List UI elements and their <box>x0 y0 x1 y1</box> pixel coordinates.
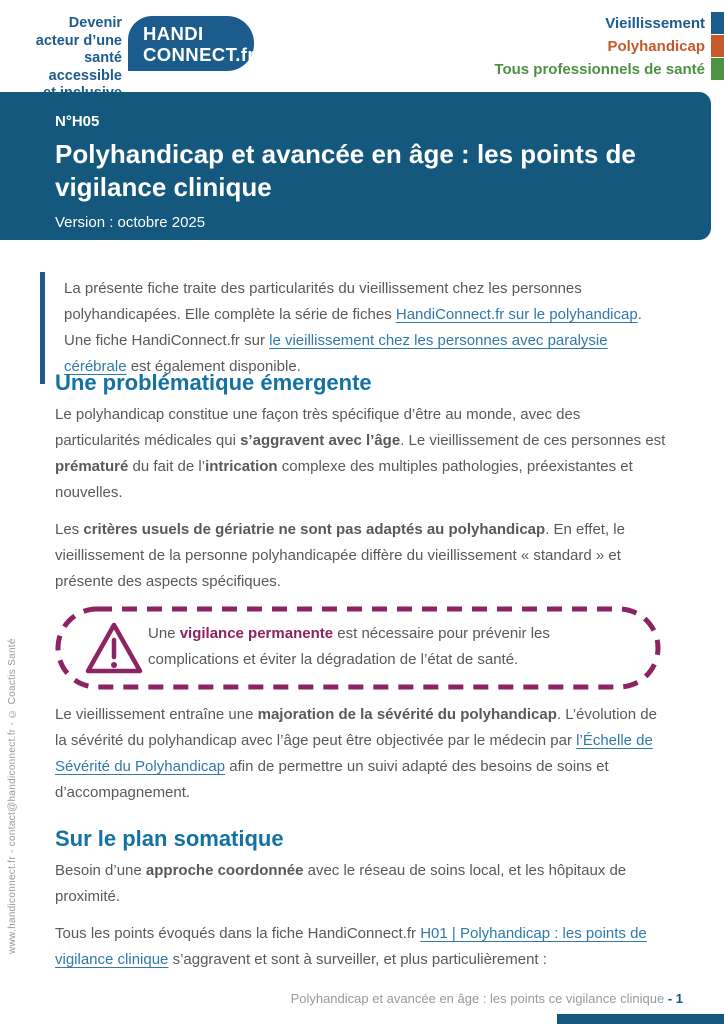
tag-label: Polyhandicap <box>607 37 705 55</box>
main-content <box>55 370 668 984</box>
text-segment: Tous les points évoqués dans la fiche HandiConnect.fr <box>55 925 421 942</box>
logo-text-line: CONNECT.fr <box>143 43 255 65</box>
text-segment: Les <box>55 521 84 538</box>
handiconnect-logo <box>128 16 254 71</box>
text-segment: . Le vieillissement de ces personnes est <box>400 432 666 449</box>
text-segment: s’aggravent avec l’âge <box>240 432 401 449</box>
page-number: - 1 <box>667 991 683 1006</box>
text-link[interactable]: H01 | Polyhandicap : les points de vigilance clinique <box>55 925 647 968</box>
text-segment: approche coordonnée <box>145 862 304 879</box>
tag-color-square <box>711 12 724 34</box>
text-segment: majoration de la sévérité du polyhandicap <box>257 706 557 723</box>
text-segment: Le vieillissement entraîne une <box>55 706 258 723</box>
warning-triangle-icon <box>85 621 143 675</box>
topic-tags <box>494 12 724 81</box>
text-segment: critères usuels de gériatrie ne sont pas adaptés au polyhandicap <box>83 521 546 538</box>
text-segment: Besoin d’une <box>55 862 146 879</box>
intro-paragraph <box>64 276 664 380</box>
text-segment: est nécessaire pour prévenir les complications et éviter la dégradation de l’état de santé. <box>148 625 550 668</box>
text-link[interactable]: HandiConnect.fr sur le polyhandicap <box>395 306 638 323</box>
paragraph <box>55 921 668 973</box>
logo-text-line: HANDI <box>143 22 204 44</box>
text-segment: . Une fiche HandiConnect.fr sur <box>64 306 642 349</box>
text-segment: . En effet, le vieillissement de la personne polyhandicapée diffère du vieillissement « standard » et présente des aspects spécifiques. <box>55 521 625 590</box>
text-segment: avec le réseau de soins local, et les hôpitaux de proximité. <box>55 862 627 905</box>
intro-callout <box>40 272 664 384</box>
tag-color-square <box>711 58 724 80</box>
paragraph <box>55 858 668 910</box>
fiche-number: N°H05 <box>55 113 100 130</box>
page-footer <box>291 991 683 1006</box>
text-segment: est également disponible. <box>126 358 301 375</box>
text-segment: intrication <box>205 458 278 475</box>
paragraph <box>55 702 668 806</box>
brand-tagline <box>10 15 122 103</box>
tag-polyhandicap <box>494 35 724 57</box>
footer-title: Polyhandicap et avancée en âge : les points ce vigilance clinique <box>290 991 665 1006</box>
text-segment: du fait de l’ <box>128 458 206 475</box>
tag-label: Vieillissement <box>605 14 705 32</box>
warning-text <box>148 621 638 673</box>
paragraph <box>55 402 668 506</box>
version-label: Version : octobre 2025 <box>55 214 206 231</box>
section-heading-problematique: Une problématique émergente <box>55 370 372 395</box>
warning-box <box>55 606 661 690</box>
tagline-line: Devenir <box>68 15 122 31</box>
title-banner <box>0 92 711 240</box>
side-credit-text: www.handiconnect.fr - contact@handiconnect.fr - © Coactis Santé <box>7 638 18 954</box>
section-heading-somatique: Sur le plan somatique <box>55 826 284 851</box>
text-segment: prématuré <box>55 458 129 475</box>
text-segment: La présente fiche traite des particularités du vieillissement chez les personnes polyhandicapées. Elle complète la série de fiches <box>64 280 582 323</box>
page-title: Polyhandicap et avancée en âge : les points de vigilance clinique <box>55 139 636 202</box>
tagline-line: acteur d’une <box>35 32 122 49</box>
text-link[interactable]: le vieillissement chez les personnes avec paralysie cérébrale <box>64 332 608 375</box>
text-segment: Une <box>148 625 180 642</box>
text-segment: . L’évolution de la sévérité du polyhandicap avec l’âge peut être objectivée par le médecin par <box>55 706 657 749</box>
tag-label: Tous professionnels de santé <box>494 60 705 78</box>
bottom-accent-bar <box>557 1014 724 1024</box>
text-segment: afin de permettre un suivi adapté des besoins de soins et d’accompagnement. <box>55 758 609 801</box>
tag-tous-professionnels <box>494 58 724 80</box>
text-segment: vigilance permanente <box>179 625 334 642</box>
text-link[interactable]: l’Échelle de Sévérité du Polyhandicap <box>55 732 653 775</box>
tag-vieillissement <box>494 12 724 34</box>
tagline-line: santé accessible <box>48 50 122 84</box>
tag-color-square <box>711 35 724 57</box>
text-segment: complexe des multiples pathologies, préexistantes et nouvelles. <box>55 458 633 501</box>
paragraph <box>55 517 668 595</box>
text-segment: s’aggravent et sont à surveiller, et plus particulièrement : <box>168 951 547 968</box>
text-segment: Le polyhandicap constitue une façon très spécifique d’être au monde, avec des particularités médicales qui <box>55 406 581 449</box>
